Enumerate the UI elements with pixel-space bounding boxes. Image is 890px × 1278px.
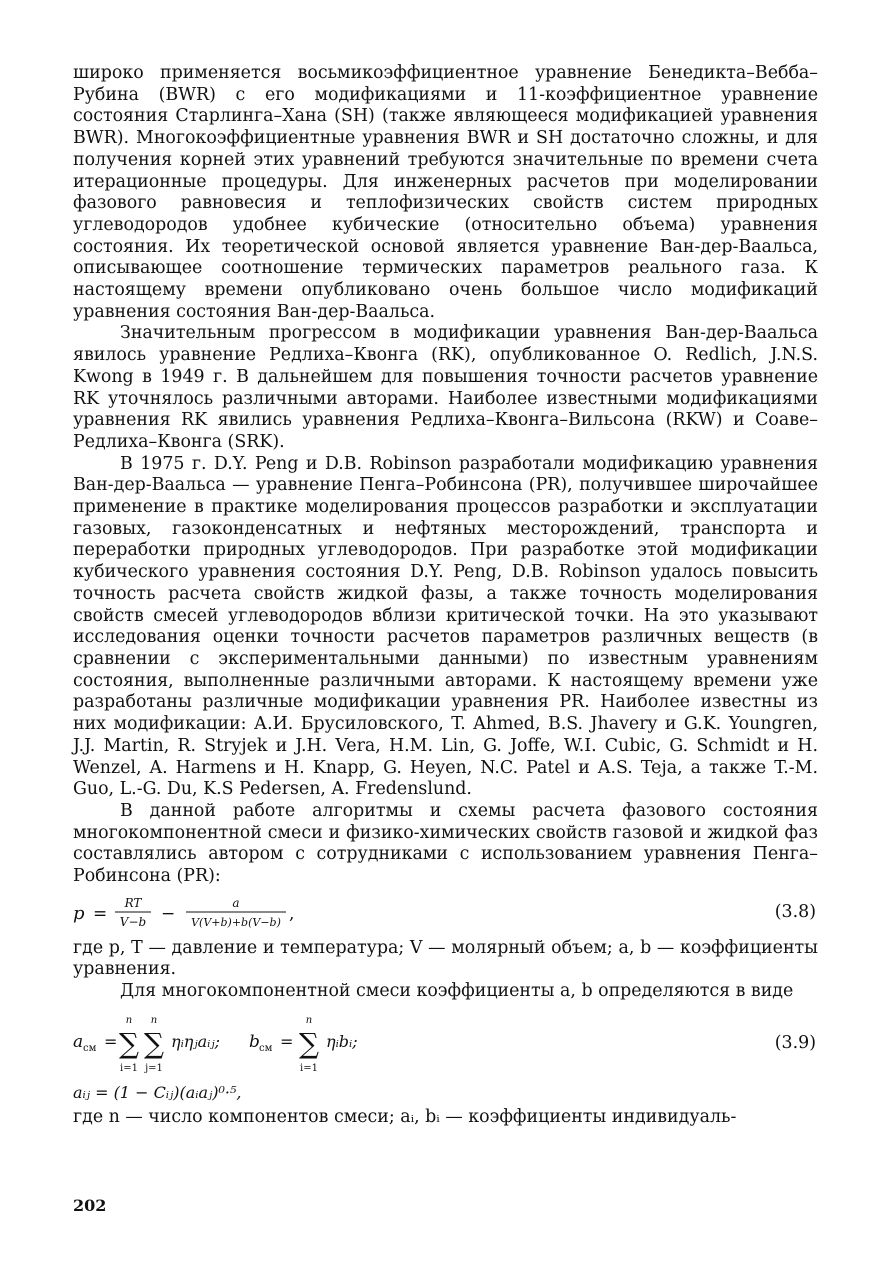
body-text (73, 63, 818, 1129)
eq38-frac2-numerator: a (232, 895, 240, 910)
equation-3-9-formula (73, 1011, 453, 1077)
eq39-sum3-upper: n (305, 1014, 313, 1026)
equation-aij-formula (73, 1079, 373, 1105)
eq38-comma: , (289, 903, 295, 924)
eq39-equals-2: = (280, 1031, 294, 1051)
eq38-frac1-numerator: RT (124, 895, 142, 910)
eq38-lhs: p (73, 902, 85, 924)
where-clause-2: где n — число компонентов смеси; aᵢ, bᵢ — коэффициенты индивидуаль- (73, 1106, 737, 1127)
eq-aij-text: aᵢⱼ = (1 − Cᵢⱼ)(aᵢaⱼ)⁰·⁵, (73, 1082, 242, 1102)
eq39-term1: ηᵢηⱼaᵢⱼ; (171, 1031, 220, 1051)
where-clause-1: где p, T — давление и температура; V — молярный объем; a, b — коэффициенты уравнения. (73, 937, 818, 980)
equation-3-8 (73, 894, 818, 934)
equation-number-3-8: (3.8) (774, 901, 816, 922)
equation-aij (73, 1079, 818, 1105)
equation-3-9 (73, 1011, 818, 1077)
eq39-b-subscript: см (259, 1042, 273, 1054)
equation-number-3-9: (3.9) (774, 1032, 816, 1053)
eq39-equals-1: = (104, 1031, 118, 1051)
eq39-sum3-lower: i=1 (300, 1062, 318, 1074)
eq39-sum1-upper: n (125, 1014, 133, 1026)
paragraph-3: В 1975 г. D.Y. Peng и D.B. Robinson разработали модификацию уравнения Ван-дер-Ваальса — уравнение Пенга–Робинсона (PR), получившее широчайшее применение в практике моделирования процессов разработки и эксплуатации газовых, газоконденсатных и нефтяных месторождений, транспорта и переработки природных углеводородов. При разработке этой модификации кубического уравнения состояния D.Y. Peng, D.B. Robinson удалось повысить точность расчета свойств жидкой фазы, а также точность моделирования свойств смесей углеводородов вблизи критической точки. На это указывают исследования оценки точности расчетов параметров различных веществ (в сравнении с экспериментальными данными) по известным уравнениям состояния, выполненные различными авторами. К настоящему времени уже разработаны различные модификации уравнения PR. Наиболее известны из них модификации: А.И. Брусиловского, T. Ahmed, B.S. Jhavery и G.K. Youngren, J.J. Martin, R. Stryjek и J.H. Vera, H.M. Lin, G. Joffe, W.I. Cubic, G. Schmidt и H. Wenzel, A. Harmens и H. Knapp, G. Heyen, N.C. Patel и A.S. Teja, а также T.-M. Guo, L.-G. Du, K.S Pedersen, A. Fredenslund. (73, 453, 818, 800)
eq38-minus: − (161, 903, 176, 924)
mixture-intro: Для многокомпонентной смеси коэффициенты a, b определяются в виде (120, 981, 794, 1002)
eq38-frac2-denominator: V(V+b)+b(V−b) (191, 915, 281, 929)
paragraph-2: Значительным прогрессом в модификации уравнения Ван-дер-Ваальса явилось уравнение Редлиха–Квонга (RK), опубликованное O. Redlich, J.N.S. Kwong в 1949 г. В дальнейшем для повышения точности расчетов уравнение RK уточнялось различными авторами. Наиболее известными модификациями уравнения RK явились уравнения Редлиха–Квонга–Вильсона (RKW) и Соаве–Редлиха–Квонга (SRK). (73, 323, 818, 452)
page-number: 202 (73, 1196, 107, 1215)
eq39-sum1-sigma: ∑ (119, 1026, 139, 1060)
eq39-a-symbol: a (73, 1031, 84, 1052)
eq39-sum3-sigma: ∑ (299, 1026, 319, 1060)
paragraph-1: широко применяется восьмикоэффициентное уравнение Бенедикта–Вебба–Рубина (BWR) с его модификациями и 11-коэффициентное уравнение состояния Старлинга–Хана (SH) (также являющееся модификацией уравнения BWR). Многокоэффициентные уравнения BWR и SH достаточно сложны, и для получения корней этих уравнений требуются значительные по времени счета итерационные процедуры. Для инженерных расчетов при моделировании фазового равновесия и теплофизических свойств систем природных углеводородов удобнее кубические (относительно объема) уравнения состояния. Их теоретической основой является уравнение Ван-дер-Ваальса, описывающее соотношение термических параметров реального газа. К настоящему времени опубликовано очень большое число модификаций уравнения состояния Ван-дер-Ваальса. (73, 63, 818, 322)
eq39-b-symbol: b (249, 1031, 260, 1052)
paragraph-4: В данной работе алгоритмы и схемы расчета фазового состояния многокомпонентной смеси и физико-химических свойств газовой и жидкой фаз составлялись автором с сотрудниками с использованием уравнения Пенга–Робинсона (PR): (73, 800, 818, 887)
eq39-sum2-sigma: ∑ (144, 1026, 164, 1060)
eq38-frac1-denominator: V−b (119, 914, 147, 929)
eq39-sum1-lower: i=1 (120, 1062, 138, 1074)
eq38-equals: = (93, 903, 108, 924)
eq39-sum2-lower: j=1 (145, 1062, 163, 1074)
eq39-a-subscript: см (83, 1042, 97, 1054)
eq39-term2: ηᵢbᵢ; (326, 1031, 358, 1051)
equation-3-8-formula (73, 894, 413, 934)
eq39-sum2-upper: n (150, 1014, 158, 1026)
